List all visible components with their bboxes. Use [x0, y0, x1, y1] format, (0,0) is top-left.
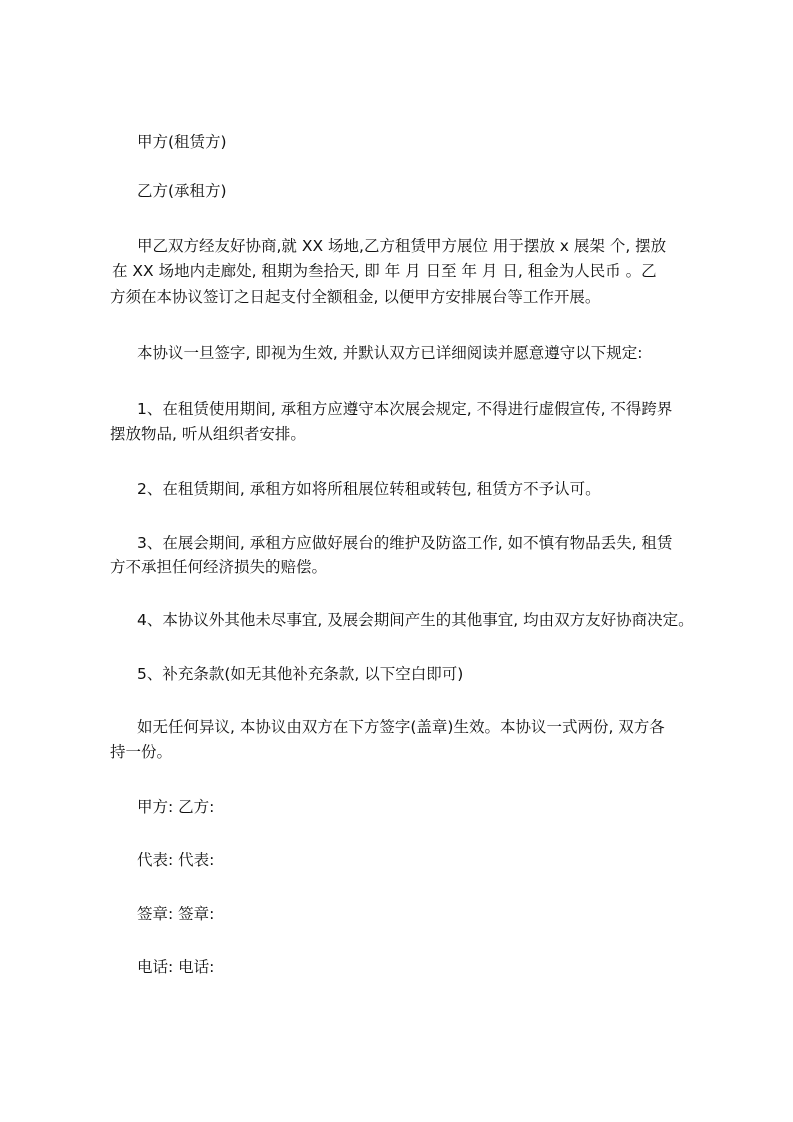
signature-representative-row: 代表: 代表: — [137, 851, 215, 869]
clause-4: 4、本协议外其他未尽事宜, 及展会期间产生的其他事宜, 均由双方友好协商决定。 — [137, 611, 694, 629]
clause-5: 5、补充条款(如无其他补充条款, 以下空白即可) — [137, 665, 464, 683]
intro-line: 甲乙双方经友好协商,就 XX 场地,乙方租赁甲方展位 用于摆放 x 展架 个, 摆放 — [137, 237, 667, 255]
clause-2: 2、在租赁期间, 承租方如将所租展位转租或转包, 租赁方不予认可。 — [137, 480, 601, 498]
closing-line: 如无任何异议, 本协议由双方在下方签字(盖章)生效。本协议一式两份, 双方各 — [137, 718, 665, 736]
clause-3-cont: 方不承担任何经济损失的赔偿。 — [110, 558, 328, 576]
clause-3: 3、在展会期间, 承租方应做好展台的维护及防盗工作, 如不慎有物品丢失, 租赁 — [137, 534, 673, 552]
intro-line: 在 XX 场地内走廊处, 租期为叁拾天, 即 年 月 日至 年 月 日, 租金为人民币 。乙 — [112, 262, 657, 280]
closing-line: 持一份。 — [110, 743, 173, 761]
party-a-label: 甲方(租赁方) — [137, 133, 227, 151]
clause-1-cont: 摆放物品, 听从组织者安排。 — [110, 425, 306, 443]
signature-party-row: 甲方: 乙方: — [137, 798, 215, 816]
signature-seal-row: 签章: 签章: — [137, 905, 215, 923]
intro-line: 方须在本协议签订之日起支付全额租金, 以便甲方安排展台等工作开展。 — [110, 288, 601, 306]
clause-1: 1、在租赁使用期间, 承租方应遵守本次展会规定, 不得进行虚假宣传, 不得跨界 — [137, 400, 673, 418]
preamble: 本协议一旦签字, 即视为生效, 并默认双方已详细阅读并愿意遵守以下规定: — [137, 344, 643, 362]
signature-phone-row: 电话: 电话: — [137, 958, 215, 976]
party-b-label: 乙方(承租方) — [137, 182, 227, 200]
